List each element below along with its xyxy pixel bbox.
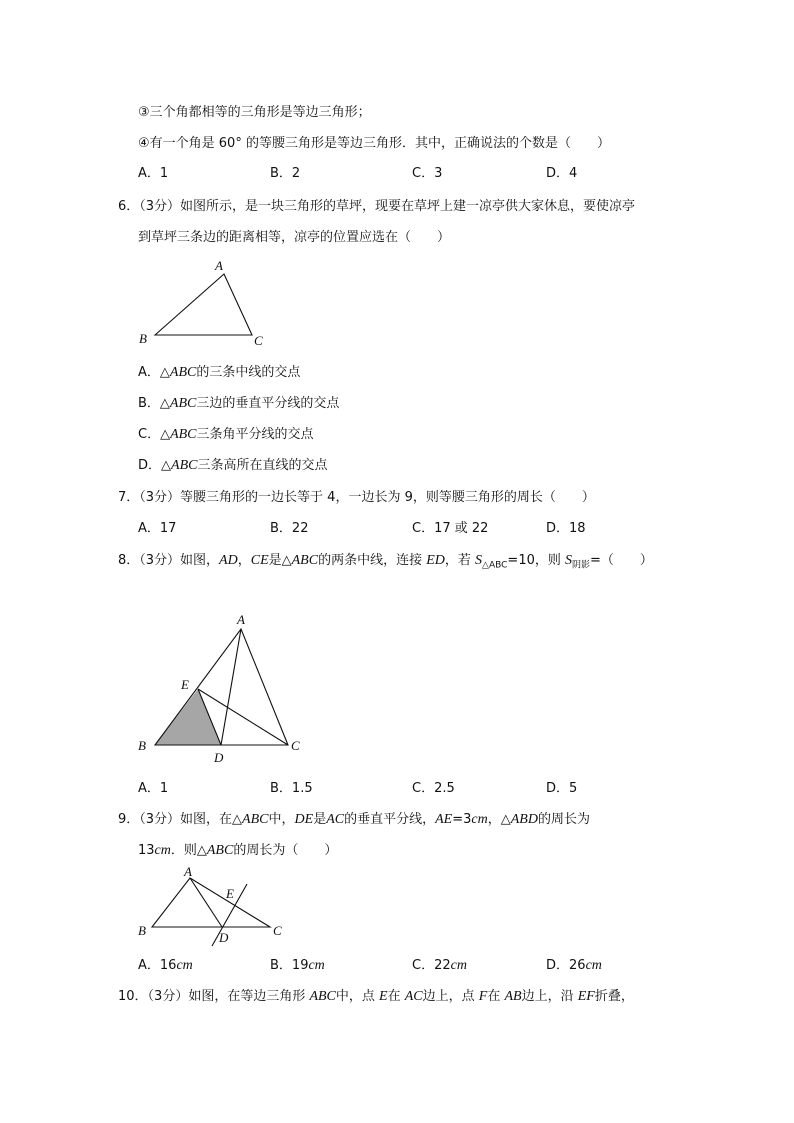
- q5-option-d: D．4: [546, 166, 578, 181]
- q5-option-c: C．3: [412, 166, 443, 181]
- q8-label-e: E: [181, 677, 189, 692]
- q5-statement-4: ④有一个角是 60° 的等腰三角形是等边三角形．其中，正确说法的个数是（ ）: [138, 136, 610, 151]
- q8-label-a: A: [237, 612, 245, 627]
- q9-stem-line1: 9．（3分）如图，在△ABC中，DE是AC的垂直平分线，AE=3cm，△ABD的周长为: [118, 812, 590, 827]
- q9-label-b: B: [138, 923, 146, 938]
- q7-stem: 7．（3分）等腰三角形的一边长等于 4，一边长为 9，则等腰三角形的周长（ ）: [118, 490, 595, 505]
- q8-option-c: C．2.5: [412, 781, 455, 796]
- q6-option-a: A．△ABC的三条中线的交点: [138, 365, 301, 380]
- q6-option-c: C．△ABC三条角平分线的交点: [138, 427, 314, 442]
- q10-stem: 10．（3分）如图，在等边三角形 ABC中，点 E在 AC边上，点 F在 AB边上，沿 EF折叠，: [118, 989, 634, 1004]
- q6-stem-line2: 到草坪三条边的距离相等，凉亭的位置应选在（ ）: [138, 230, 451, 245]
- q9-option-b: B．19cm: [270, 958, 325, 973]
- q9-triangle-figure: [130, 862, 300, 950]
- q8-option-d: D．5: [546, 781, 578, 796]
- q7-option-b: B．22: [270, 521, 309, 536]
- q6-option-d: D．△ABC三条高所在直线的交点: [138, 458, 328, 473]
- q8-label-b: B: [138, 738, 146, 753]
- q5-option-b: B．2: [270, 166, 301, 181]
- q9-option-d: D．26cm: [546, 958, 602, 973]
- q9-label-d: D: [219, 930, 229, 945]
- q9-label-e: E: [226, 886, 234, 901]
- q5-option-a: A．1: [138, 166, 169, 181]
- q6-label-c: C: [254, 333, 263, 348]
- q8-stem: 8．（3分）如图，AD，CE是△ABC的两条中线，连接 ED，若 $S_{\triangle ABC}=10$，则 $S_{阴影}=$（ ）: [118, 553, 653, 571]
- q7-option-a: A．17: [138, 521, 177, 536]
- q9-label-c: C: [273, 923, 282, 938]
- q9-stem-line2: 13cm．则△ABC的周长为（ ）: [138, 843, 338, 858]
- q6-triangle-figure: [130, 255, 280, 350]
- q6-label-b: B: [139, 331, 147, 346]
- q6-option-b: B．△ABC三边的垂直平分线的交点: [138, 396, 340, 411]
- q6-label-a: A: [215, 258, 223, 273]
- q8-triangle-figure: [130, 605, 310, 770]
- q5-statement-3: ③三个角都相等的三角形是等边三角形；: [138, 105, 371, 120]
- q8-label-d: D: [214, 750, 224, 765]
- q6-stem-line1: 6．（3分）如图所示，是一块三角形的草坪，现要在草坪上建一凉亭供大家休息，要使凉亭: [118, 199, 636, 214]
- q9-option-c: C．22cm: [412, 958, 467, 973]
- q7-option-c: C．17 或 22: [412, 521, 489, 536]
- q8-option-b: B．1.5: [270, 781, 313, 796]
- q8-option-a: A．1: [138, 781, 169, 796]
- q9-option-a: A．16cm: [138, 958, 193, 973]
- q8-label-c: C: [291, 738, 300, 753]
- q9-label-a: A: [184, 864, 192, 879]
- q7-option-d: D．18: [546, 521, 586, 536]
